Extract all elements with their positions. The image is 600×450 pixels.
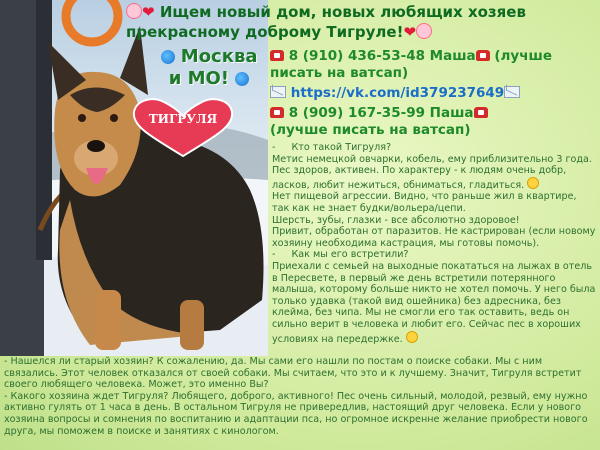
heart-badge — [130, 96, 236, 158]
smile-heart-eyes-icon — [416, 23, 432, 39]
question-1: - Кто такой Тигруля? — [272, 142, 392, 153]
question-2: - Как мы его встретили? — [272, 249, 409, 261]
city-label: Москва и МО! — [154, 46, 264, 90]
phone-icon — [474, 107, 488, 118]
contact-phone-1: 8 (910) 436-53-48 Маша (лучше писать на ватсап) — [270, 48, 552, 81]
title-line-2: прекрасному доброму Тигруле! — [126, 23, 404, 41]
answer-1d: Привит, обработан от паразитов. Не кастрирован (если новому хозяину необходима кастрация, мы готовы помочь). — [272, 226, 596, 249]
phone-icon — [476, 50, 490, 61]
phone-icon — [270, 107, 284, 118]
smile-icon — [406, 331, 418, 343]
paragraph-new-owner: - Какого хозяина ждет Тигруля? Любящего, доброго, активного! Пес очень сильный, молодой, резвый, ему нужно активно гулять от 1 часа в день. В остальном Тигруля не привередлив, настоящий друг человека. Если у нового хозяина вопросы и сомнения по воспитанию и адаптации пса, но огромное искренне желание приобрести нового друга, мы поможем в поиске и занятиях с кинологом. — [4, 390, 588, 437]
answer-1c: Шерсть, зубы, глазки - все абсолютно здоровое! — [272, 214, 520, 226]
qa-block — [272, 142, 596, 345]
smile-heart-eyes-icon — [126, 3, 142, 19]
mail-icon — [504, 86, 520, 98]
globe-icon — [161, 50, 175, 64]
answer-1: Метис немецкой овчарки, кобель, ему приблизительно 3 года. Пес здоров, активен. По характеру - к людям очень добр, ласков, любит нежиться, обниматься, гладиться. — [272, 153, 592, 191]
answer-1b: Нет пищевой агрессии. Видно, что раньше жил в квартире, так как не знает будки/вольера/цепи. — [272, 191, 577, 214]
globe-icon — [235, 72, 249, 86]
heart-icon: ❤ — [403, 23, 417, 41]
title-line-1: Ищем новый дом, новых любящих хозяев — [159, 3, 526, 21]
smile-icon — [527, 177, 539, 189]
dog-name-badge: ТИГРУЛЯ — [148, 112, 218, 126]
paragraph-old-owner: - Нашелся ли старый хозяин? К сожалению, да. Мы сами его нашли по постам о поиске собаки. Мы с ним связались. Этот человек отказался от своей собаки. Мы считаем, что это и к лучшему. Значит, Тигруля встретит своего любящего человека. Может, это именно Вы? — [4, 356, 582, 391]
answer-2: Приехали с семьей на выходные покататься на лыжах в отель в Пересвете, в первый же день встретили потерянного малыша, которому больше никто не хотел помочь. У него была только удавка (такой вид ошейника) без адресника, без клейма, без чипа. Мы не смогли его так оставить, ведь он сильно верит в человека и любит его. Сейчас пес в хороших условиях на передержке. — [272, 260, 596, 345]
bottom-text — [4, 356, 596, 437]
heart-icon: ❤ — [142, 3, 155, 21]
vk-link[interactable]: https://vk.com/id379237649 — [270, 85, 600, 102]
mail-icon — [270, 86, 286, 98]
contact-phone-2: 8 (909) 167-35-99 Паша (лучше писать на ватсап) — [270, 105, 600, 139]
ad-title — [126, 2, 600, 42]
phone-icon — [270, 50, 284, 61]
